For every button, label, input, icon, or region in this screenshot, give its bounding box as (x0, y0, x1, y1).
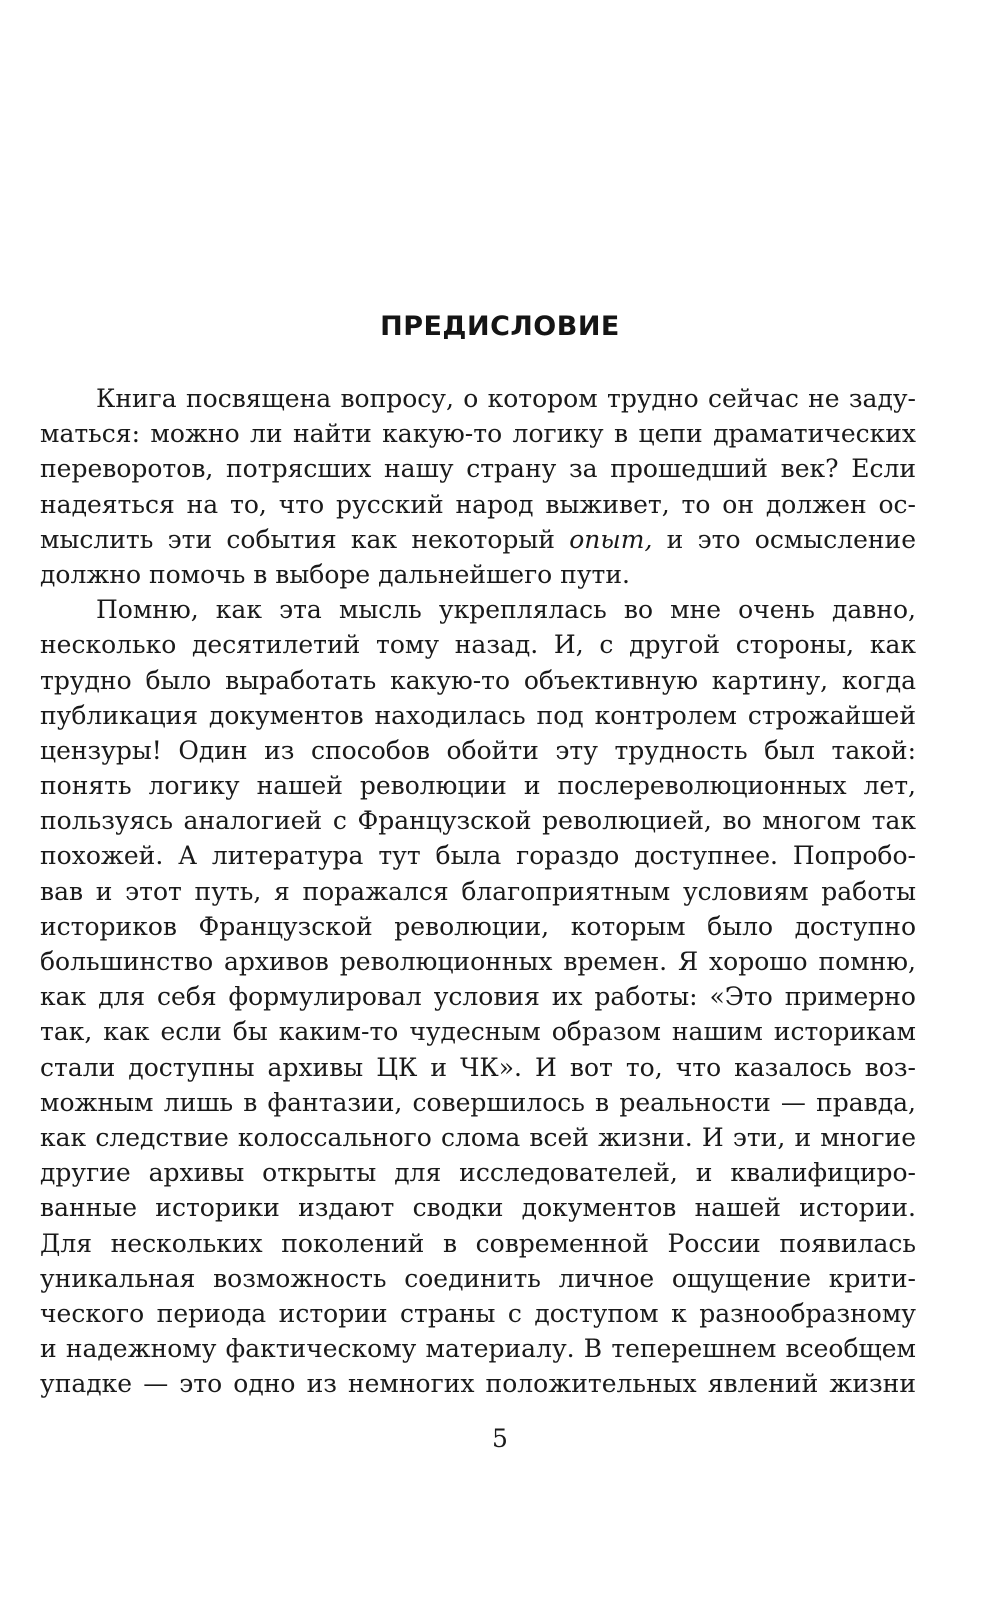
text-line: уникальная возможность соединить личное ощущение крити- (40, 1263, 916, 1293)
text-line-end: и это осмысление (652, 524, 916, 554)
text-line: можным лишь в фантазии, совершилось в реальности — правда, (40, 1087, 916, 1117)
text-line: переворотов, потрясших нашу страну за прошедший век? Если (40, 454, 916, 484)
text-line: вав и этот путь, я поражался благоприятным условиям работы (40, 876, 916, 906)
text-line: понять логику нашей революции и послереволюционных лет, (40, 771, 916, 801)
italic-word: опыт, (569, 524, 653, 554)
text-line: цензуры! Один из способов обойти эту трудность был такой: (40, 735, 916, 765)
text-line: Книга посвящена вопросу, о котором трудно сейчас не заду- (96, 384, 916, 413)
text-line-start: мыслить эти события как некоторый (40, 524, 570, 554)
text-line: пользуясь аналогией с Французской революцией, во многом так (40, 806, 916, 836)
text-line: маться: можно ли найти какую-то логику в цепи драматических (40, 419, 916, 449)
text-line: Помню, как эта мысль укреплялась во мне очень давно, (96, 595, 916, 625)
text-line: похожей. А литература тут была гораздо доступнее. Попробо- (40, 841, 916, 871)
text-line: как для себя формулировал условия их работы: «Это примерно (40, 982, 916, 1012)
text-line: и надежному фактическому материалу. В теперешнем всеобщем (40, 1334, 916, 1364)
chapter-heading: ПРЕДИСЛОВИЕ (380, 311, 620, 342)
text-line: должно помочь в выборе дальнейшего пути. (40, 559, 630, 589)
text-line: надеяться на то, что русский народ выживет, то он должен ос- (40, 489, 916, 519)
page-number: 5 (492, 1424, 508, 1453)
text-line: стали доступны архивы ЦК и ЧК». И вот то, что казалось воз- (40, 1052, 916, 1082)
text-line (40, 522, 916, 557)
text-line: большинство архивов революционных времен. Я хорошо помню, (40, 947, 916, 976)
text-line: упадке — это одно из немногих положительных явлений жизни (40, 1369, 916, 1399)
text-line: другие архивы открыты для исследователей, и квалифициро- (40, 1158, 916, 1188)
text-line: Для нескольких поколений в современной России появилась (40, 1228, 916, 1258)
text-line: несколько десятилетий тому назад. И, с другой стороны, как (40, 630, 916, 660)
text-line: так, как если бы каким-то чудесным образом нашим историкам (40, 1017, 916, 1047)
body-text (40, 381, 916, 1401)
text-line: публикация документов находилась под контролем строжайшей (40, 700, 916, 730)
text-line: как следствие колоссального слома всей жизни. И эти, и многие (40, 1122, 916, 1152)
text-line: трудно было выработать какую-то объективную картину, когда (40, 665, 916, 695)
text-line: ванные историки издают сводки документов нашей истории. (40, 1193, 916, 1223)
text-line: историков Французской революции, которым было доступно (40, 911, 916, 941)
text-line: ческого периода истории страны с доступом к разнообразному (40, 1298, 916, 1328)
